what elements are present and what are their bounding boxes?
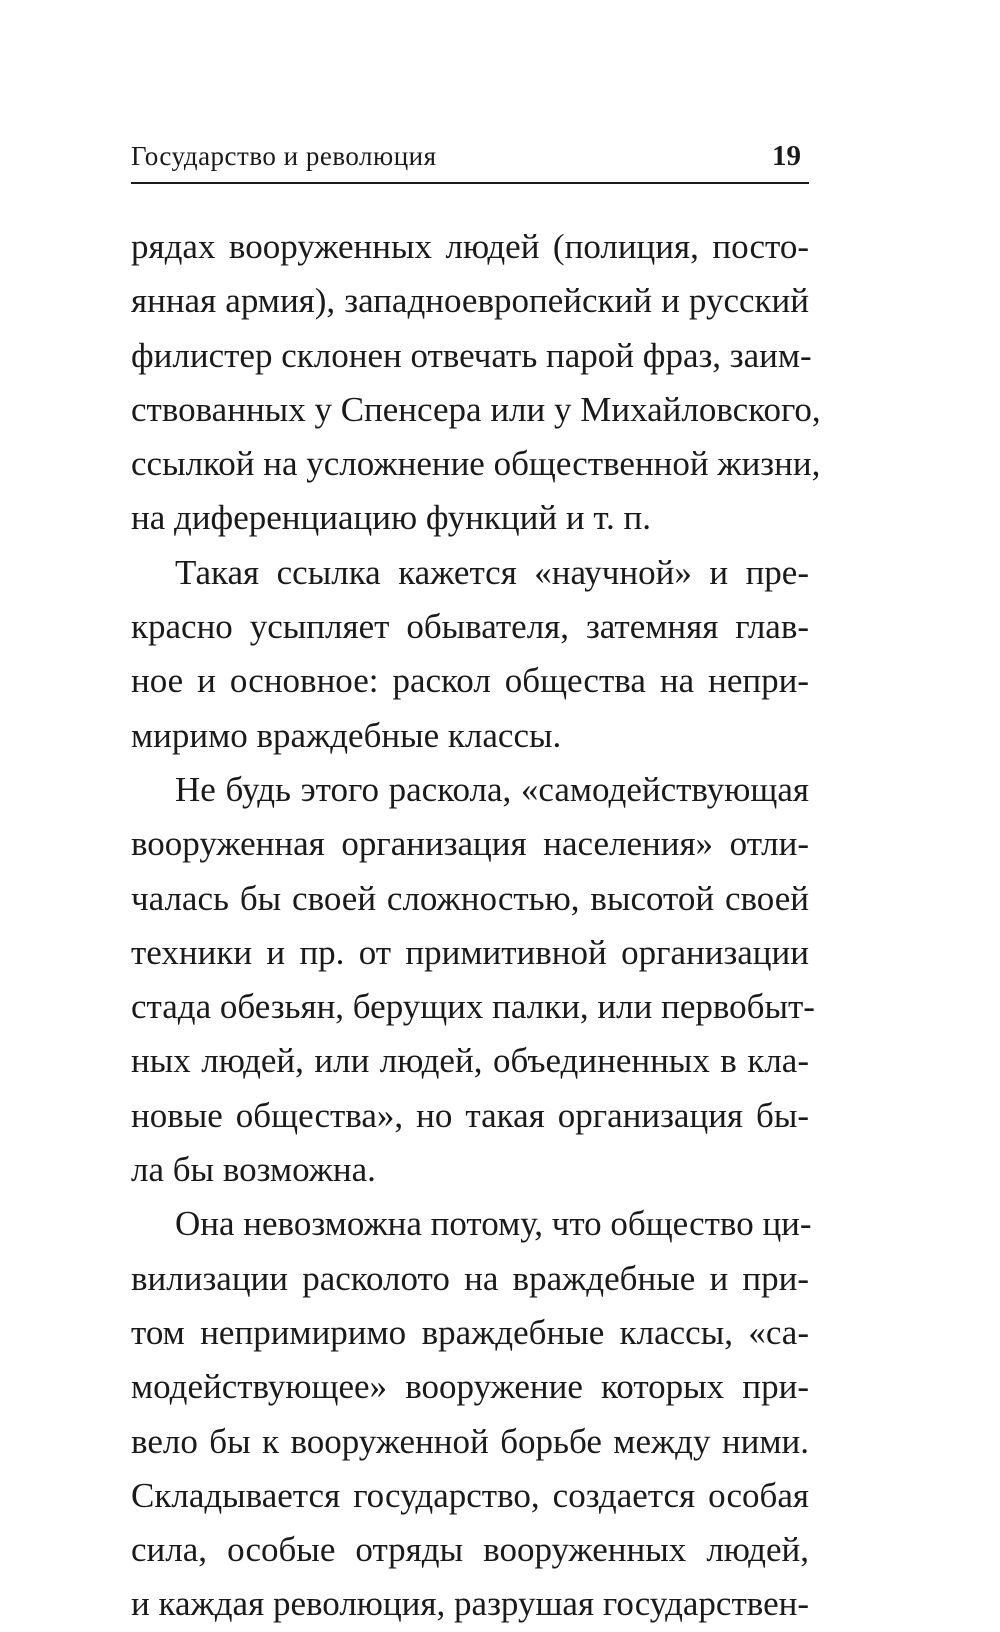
body-text <box>131 220 821 1632</box>
text-line: вело бы к вооруженной борьбе между ними. <box>131 1421 809 1461</box>
text-line: ствованных у Спенсера или у Михайловского, <box>131 389 821 429</box>
text-line: том непримиримо враждебные классы, «са- <box>131 1312 809 1352</box>
text-line: стада обезьян, берущих палки, или первобыт- <box>131 987 815 1027</box>
text-line: сила, особые отряды вооруженных людей, <box>131 1530 809 1570</box>
running-head <box>131 140 809 184</box>
running-title: Государство и революция <box>131 141 437 171</box>
text-line: ных людей, или людей, объединенных в кла- <box>131 1041 809 1081</box>
text-line: Складывается государство, создается особая <box>131 1475 809 1515</box>
text-line: модействующее» вооружение которых при- <box>131 1367 809 1407</box>
text-line: ссылкой на усложнение общественной жизни, <box>131 444 821 484</box>
text-line: Она невозможна потому, что общество ци- <box>175 1204 812 1244</box>
text-line: и каждая революция, разрушая государствен- <box>131 1584 809 1624</box>
page-number: 19 <box>772 140 801 172</box>
text-line: миримо враждебные классы. <box>131 715 562 755</box>
text-line: новые общества», но такая организация бы- <box>131 1095 809 1135</box>
text-line: ла бы возможна. <box>131 1150 376 1190</box>
text-line: филистер склонен отвечать парой фраз, заим- <box>131 335 812 375</box>
text-line: янная армия), западноевропейский и русский <box>131 281 809 321</box>
text-line: техники и пр. от примитивной организации <box>131 932 809 972</box>
text-line: Не будь этого раскола, «самодействующая <box>175 769 809 809</box>
text-line: вилизации расколото на враждебные и при- <box>131 1258 809 1298</box>
text-line: Такая ссылка кажется «научной» и пре- <box>175 552 809 592</box>
text-line: красно усыпляет обывателя, затемняя глав- <box>131 607 809 647</box>
text-line: вооруженная организация населения» отли- <box>131 824 809 864</box>
text-line: ное и основное: раскол общества на непри- <box>131 661 809 701</box>
text-line: чалась бы своей сложностью, высотой своей <box>131 878 809 918</box>
text-line: рядах вооруженных людей (полиция, посто- <box>131 227 809 266</box>
text-line: на диференциацию функций и т. п. <box>131 498 651 538</box>
